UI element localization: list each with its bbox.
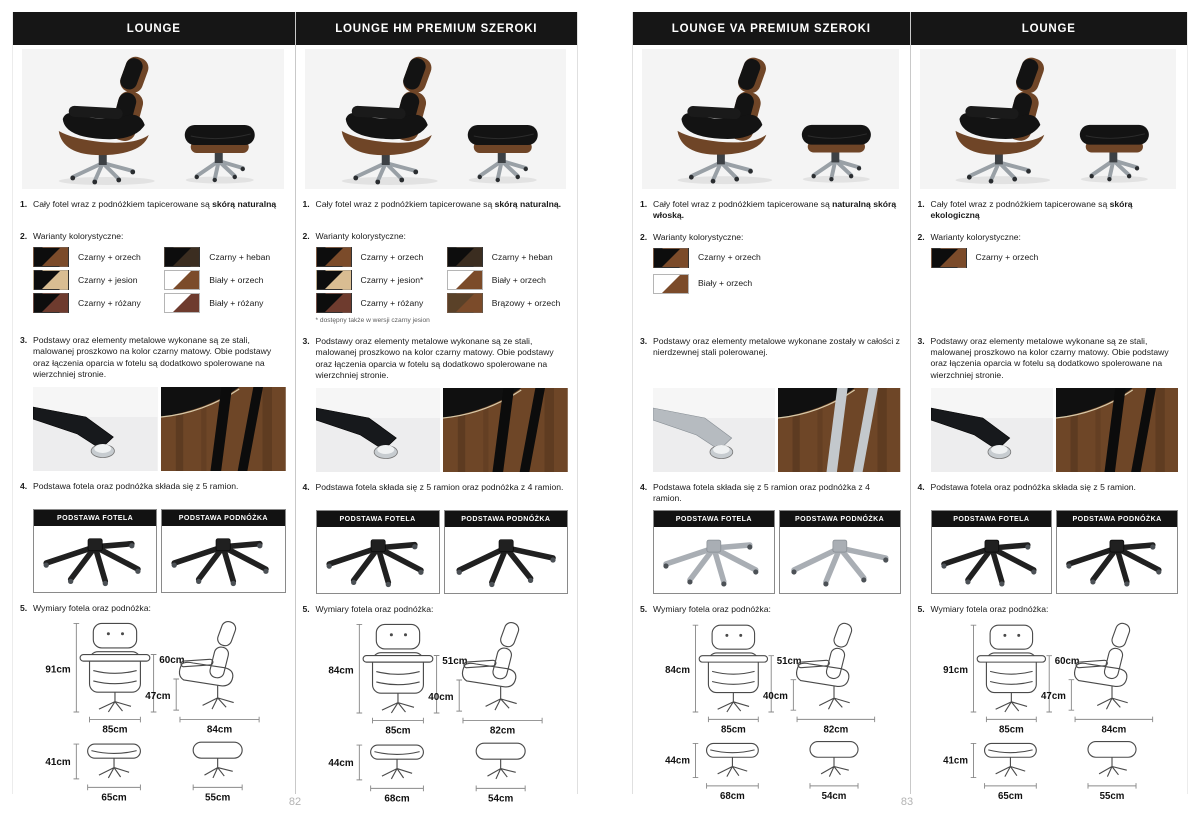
column-body [633, 49, 910, 806]
color-variants [33, 247, 286, 313]
chair-base-image [34, 526, 156, 592]
color-variant [316, 270, 437, 290]
variants-heading: Warianty kolorystyczne: [315, 231, 406, 241]
item-number: 1. [302, 199, 310, 209]
color-swatch [164, 247, 200, 267]
column-body [911, 49, 1188, 806]
dimensions-diagram [931, 618, 1179, 806]
dimensions-diagram [316, 619, 569, 807]
spec-metal-text: Podstawy oraz elementy metalowe wykonane są ze stali, malowanej proszkowo na kolor czarny matowy. Obie podstawy oraz łączenia oparcia w fotelu są dodatkowo spolerowane na wierzchniej stronie. [930, 335, 1169, 380]
variants-heading: Warianty kolorystyczne: [930, 231, 1021, 242]
metal-detail-photos [653, 388, 901, 472]
chair-base-box [653, 510, 775, 594]
column-slot [633, 12, 910, 803]
spec-color-variants [640, 232, 901, 326]
chair-base-box [931, 510, 1053, 594]
chair-base-box [316, 510, 440, 594]
spec-base-text: Podstawa fotela oraz podnóżka składa się z 5 ramion. [33, 481, 239, 491]
color-swatch [33, 293, 69, 313]
product-title-bar [633, 12, 910, 45]
item-number: 3. [917, 335, 925, 346]
spec-metal-text: Podstawy oraz elementy metalowe wykonane zostały w całości z nierdzewnej stali polerowanej. [653, 335, 900, 358]
product-column [633, 12, 910, 806]
item-number: 1. [20, 199, 28, 209]
svg-text:51cm: 51cm [441, 655, 468, 667]
chair-base-label: PODSTAWA FOTELA [932, 511, 1052, 527]
ottoman-base-image [1057, 527, 1177, 593]
svg-text:55cm: 55cm [1099, 791, 1124, 803]
svg-text:68cm: 68cm [383, 793, 410, 805]
ottoman-base-image [162, 526, 284, 592]
column-slot [295, 12, 578, 805]
product-title: LOUNGE VA PREMIUM SZEROKI [671, 22, 871, 35]
item-number: 1. [640, 199, 648, 209]
product-photo [642, 49, 899, 189]
product-title: LOUNGE HM PREMIUM SZEROKI [335, 22, 538, 35]
spec-metal [640, 336, 901, 472]
color-variant [316, 293, 437, 313]
color-variant [33, 270, 154, 290]
svg-text:85cm: 85cm [384, 725, 411, 737]
product-photo [22, 49, 284, 189]
spec-metal-text: Podstawy oraz elementy metalowe wykonane są ze stali, malowanej proszkowo na kolor czarny matowy. Obie podstawy oraz łączenia oparcia w fotelu są dodatkowo spolerowane na wierzchniej stronie. [315, 336, 554, 381]
color-variant-label: Czarny + orzech [975, 252, 1039, 263]
chair-base-label: PODSTAWA FOTELA [317, 511, 439, 527]
spec-base-text: Podstawa fotela składa się z 5 ramion oraz podnóżka z 4 ramion. [653, 481, 870, 504]
spec-dimensions [303, 604, 569, 806]
product-column [911, 12, 1188, 806]
ottoman-base-box [161, 509, 285, 593]
dimensions-diagram [653, 618, 901, 806]
color-swatch [653, 274, 689, 294]
color-swatch [164, 293, 200, 313]
spec-base-text: Podstawa fotela oraz podnóżka składa się z 5 ramion. [930, 481, 1136, 492]
spec-upholstery [303, 199, 569, 221]
color-variant-label: Biały + orzech [209, 274, 264, 285]
spec-base [303, 482, 569, 594]
color-variant-label: Brązowy + orzech [491, 297, 561, 308]
base-boxes [931, 510, 1179, 594]
svg-text:41cm: 41cm [45, 756, 71, 768]
metal-detail-photos [931, 388, 1179, 472]
svg-text:44cm: 44cm [665, 756, 690, 768]
color-swatch [316, 293, 352, 313]
svg-text:85cm: 85cm [720, 724, 746, 736]
color-variant-label: Czarny + orzech [360, 251, 424, 262]
product-column [296, 12, 578, 807]
item-number: 2. [20, 231, 28, 241]
base-boxes [316, 510, 569, 594]
svg-text:40cm: 40cm [763, 691, 788, 703]
product-title: LOUNGE [1021, 22, 1076, 35]
chair-base-box [33, 509, 157, 593]
item-number: 4. [640, 481, 648, 492]
chair-base-label: PODSTAWA FOTELA [654, 511, 774, 527]
svg-text:54cm: 54cm [487, 793, 513, 805]
color-swatch [447, 247, 483, 267]
variants-footnote: * dostępny także w wersji czarny jesion [315, 317, 430, 325]
page-number-left: 82 [288, 796, 302, 808]
chair-base-image [932, 527, 1052, 593]
color-variants [931, 248, 1179, 268]
color-variant [316, 247, 437, 267]
svg-text:84cm: 84cm [206, 724, 233, 736]
color-swatch [316, 270, 352, 290]
chair-base-label: PODSTAWA FOTELA [34, 510, 156, 526]
metal-detail-photos [316, 388, 569, 472]
dimensions-heading: Wymiary fotela oraz podnóżka: [930, 604, 1049, 615]
color-swatch [653, 248, 689, 268]
color-swatch [33, 270, 69, 290]
color-variant-label: Czarny + orzech [78, 251, 141, 262]
spec-upholstery-text: Cały fotel wraz z podnóżkiem tapicerowane są skórą ekologiczną [930, 199, 1133, 221]
svg-text:55cm: 55cm [205, 792, 231, 804]
color-variant [33, 293, 154, 313]
item-number: 5. [20, 603, 28, 614]
color-variant [164, 270, 285, 290]
color-variant-label: Czarny + jesion* [360, 274, 424, 285]
spec-metal [918, 336, 1179, 472]
column-body [296, 49, 578, 807]
color-variant [164, 293, 285, 313]
ottoman-base-image [445, 527, 567, 593]
product-title: LOUNGE [126, 22, 181, 35]
column-body [13, 49, 295, 806]
dimensions-diagram [33, 618, 286, 806]
product-photo [920, 49, 1177, 189]
color-variant [931, 248, 1179, 268]
column-slot [13, 12, 295, 804]
spec-base [918, 482, 1179, 594]
item-number: 3. [302, 336, 310, 347]
item-number: 2. [302, 231, 310, 241]
color-swatch [164, 270, 200, 290]
svg-text:82cm: 82cm [823, 724, 849, 736]
item-number: 4. [917, 481, 925, 492]
item-number: 3. [640, 335, 648, 346]
spec-color-variants [20, 231, 286, 325]
base-boxes [653, 510, 901, 594]
spec-metal [20, 335, 286, 471]
color-variant-label: Czarny + jesion [78, 274, 138, 285]
color-variant-label: Czarny + heban [491, 251, 553, 262]
color-swatch [33, 247, 69, 267]
svg-text:91cm: 91cm [45, 664, 71, 676]
spec-metal [303, 336, 569, 472]
color-swatch [316, 247, 352, 267]
item-number: 2. [640, 231, 648, 242]
svg-text:41cm: 41cm [942, 756, 968, 768]
product-title-bar [296, 12, 578, 45]
color-variants [653, 248, 901, 294]
base-boxes [33, 509, 286, 593]
dimensions-heading: Wymiary fotela oraz podnóżka: [33, 603, 151, 614]
product-photo [305, 49, 567, 189]
color-variant [653, 248, 901, 268]
spec-color-variants [303, 231, 569, 326]
svg-text:54cm: 54cm [821, 791, 847, 803]
color-variants [316, 247, 569, 313]
ottoman-base-label: PODSTAWA PODNÓŻKA [162, 510, 284, 526]
product-title-bar [13, 12, 295, 45]
dimensions-heading: Wymiary fotela oraz podnóżka: [315, 604, 434, 615]
item-number: 4. [20, 481, 28, 491]
svg-text:51cm: 51cm [776, 656, 802, 668]
spec-dimensions [20, 603, 286, 805]
color-variant-label: Czarny + heban [209, 251, 271, 262]
product-title-bar [911, 12, 1188, 45]
ottoman-base-label: PODSTAWA PODNÓŻKA [445, 511, 567, 527]
spec-upholstery [918, 199, 1179, 222]
ottoman-base-box [1056, 510, 1178, 594]
spec-upholstery-text: Cały fotel wraz z podnóżkiem tapicerowane są naturalną skórą włoską. [653, 199, 897, 221]
product-column [13, 12, 295, 806]
spec-upholstery-text: Cały fotel wraz z podnóżkiem tapicerowane są skórą naturalną. [315, 199, 562, 209]
metal-detail-photos [33, 387, 286, 471]
color-variant [447, 247, 568, 267]
item-number: 4. [302, 482, 310, 493]
svg-text:85cm: 85cm [998, 724, 1024, 736]
svg-text:82cm: 82cm [489, 725, 515, 737]
spec-upholstery-text: Cały fotel wraz z podnóżkiem tapicerowane są skórą naturalną [33, 199, 277, 209]
svg-text:84cm: 84cm [665, 665, 690, 677]
spec-metal-text: Podstawy oraz elementy metalowe wykonane są ze stali, malowanej proszkowo na kolor czarny matowy. Obie podstawy oraz łączenia oparcia w fotelu są dodatkowo spolerowane na wierzchniej stronie. [33, 335, 272, 380]
color-swatch [447, 293, 483, 313]
chair-base-image [317, 527, 439, 593]
color-swatch [931, 248, 967, 268]
svg-text:47cm: 47cm [145, 690, 171, 702]
color-variant [447, 293, 568, 313]
color-swatch [447, 270, 483, 290]
spec-upholstery [640, 199, 901, 222]
spec-dimensions [640, 604, 901, 806]
ottoman-base-image [780, 527, 900, 593]
ottoman-base-label: PODSTAWA PODNÓŻKA [780, 511, 900, 527]
color-variant-label: Czarny + różany [360, 297, 424, 308]
item-number: 3. [20, 335, 28, 345]
item-number: 1. [917, 199, 925, 209]
spec-base-text: Podstawa fotela składa się z 5 ramion oraz podnóżka z 4 ramion. [315, 482, 564, 493]
svg-text:47cm: 47cm [1040, 691, 1066, 703]
color-variant [164, 247, 285, 267]
spec-color-variants [918, 232, 1179, 326]
chair-base-image [654, 527, 774, 593]
svg-text:40cm: 40cm [427, 691, 454, 703]
color-variant-label: Biały + orzech [491, 274, 546, 285]
color-variant-label: Biały + orzech [698, 278, 753, 289]
spec-dimensions [918, 604, 1179, 806]
svg-text:85cm: 85cm [102, 724, 128, 736]
page-number-right: 83 [900, 796, 914, 808]
item-number: 5. [917, 604, 925, 615]
color-variant [33, 247, 154, 267]
svg-text:65cm: 65cm [101, 792, 127, 804]
color-variant-label: Czarny + orzech [698, 252, 761, 263]
spec-upholstery [20, 199, 286, 221]
dimensions-heading: Wymiary fotela oraz podnóżka: [653, 604, 771, 615]
svg-text:44cm: 44cm [327, 757, 354, 769]
svg-text:65cm: 65cm [997, 791, 1023, 803]
svg-text:68cm: 68cm [720, 791, 745, 803]
ottoman-base-box [779, 510, 901, 594]
catalog-page-left [12, 12, 578, 805]
svg-text:84cm: 84cm [1100, 724, 1126, 736]
spec-base [20, 481, 286, 593]
variants-heading: Warianty kolorystyczne: [33, 231, 124, 241]
item-number: 2. [917, 231, 925, 242]
color-variant [447, 270, 568, 290]
svg-text:84cm: 84cm [327, 665, 354, 677]
variants-heading: Warianty kolorystyczne: [653, 231, 744, 242]
item-number: 5. [640, 604, 648, 615]
item-number: 5. [302, 604, 310, 615]
color-variant-label: Czarny + różany [78, 297, 141, 308]
svg-text:60cm: 60cm [159, 654, 185, 666]
ottoman-base-label: PODSTAWA PODNÓŻKA [1057, 511, 1177, 527]
color-variant [653, 274, 901, 294]
svg-text:91cm: 91cm [942, 665, 968, 677]
ottoman-base-box [444, 510, 568, 594]
spec-base [640, 482, 901, 594]
svg-text:60cm: 60cm [1054, 656, 1080, 668]
column-slot [910, 12, 1188, 803]
color-variant-label: Biały + różany [209, 297, 264, 308]
